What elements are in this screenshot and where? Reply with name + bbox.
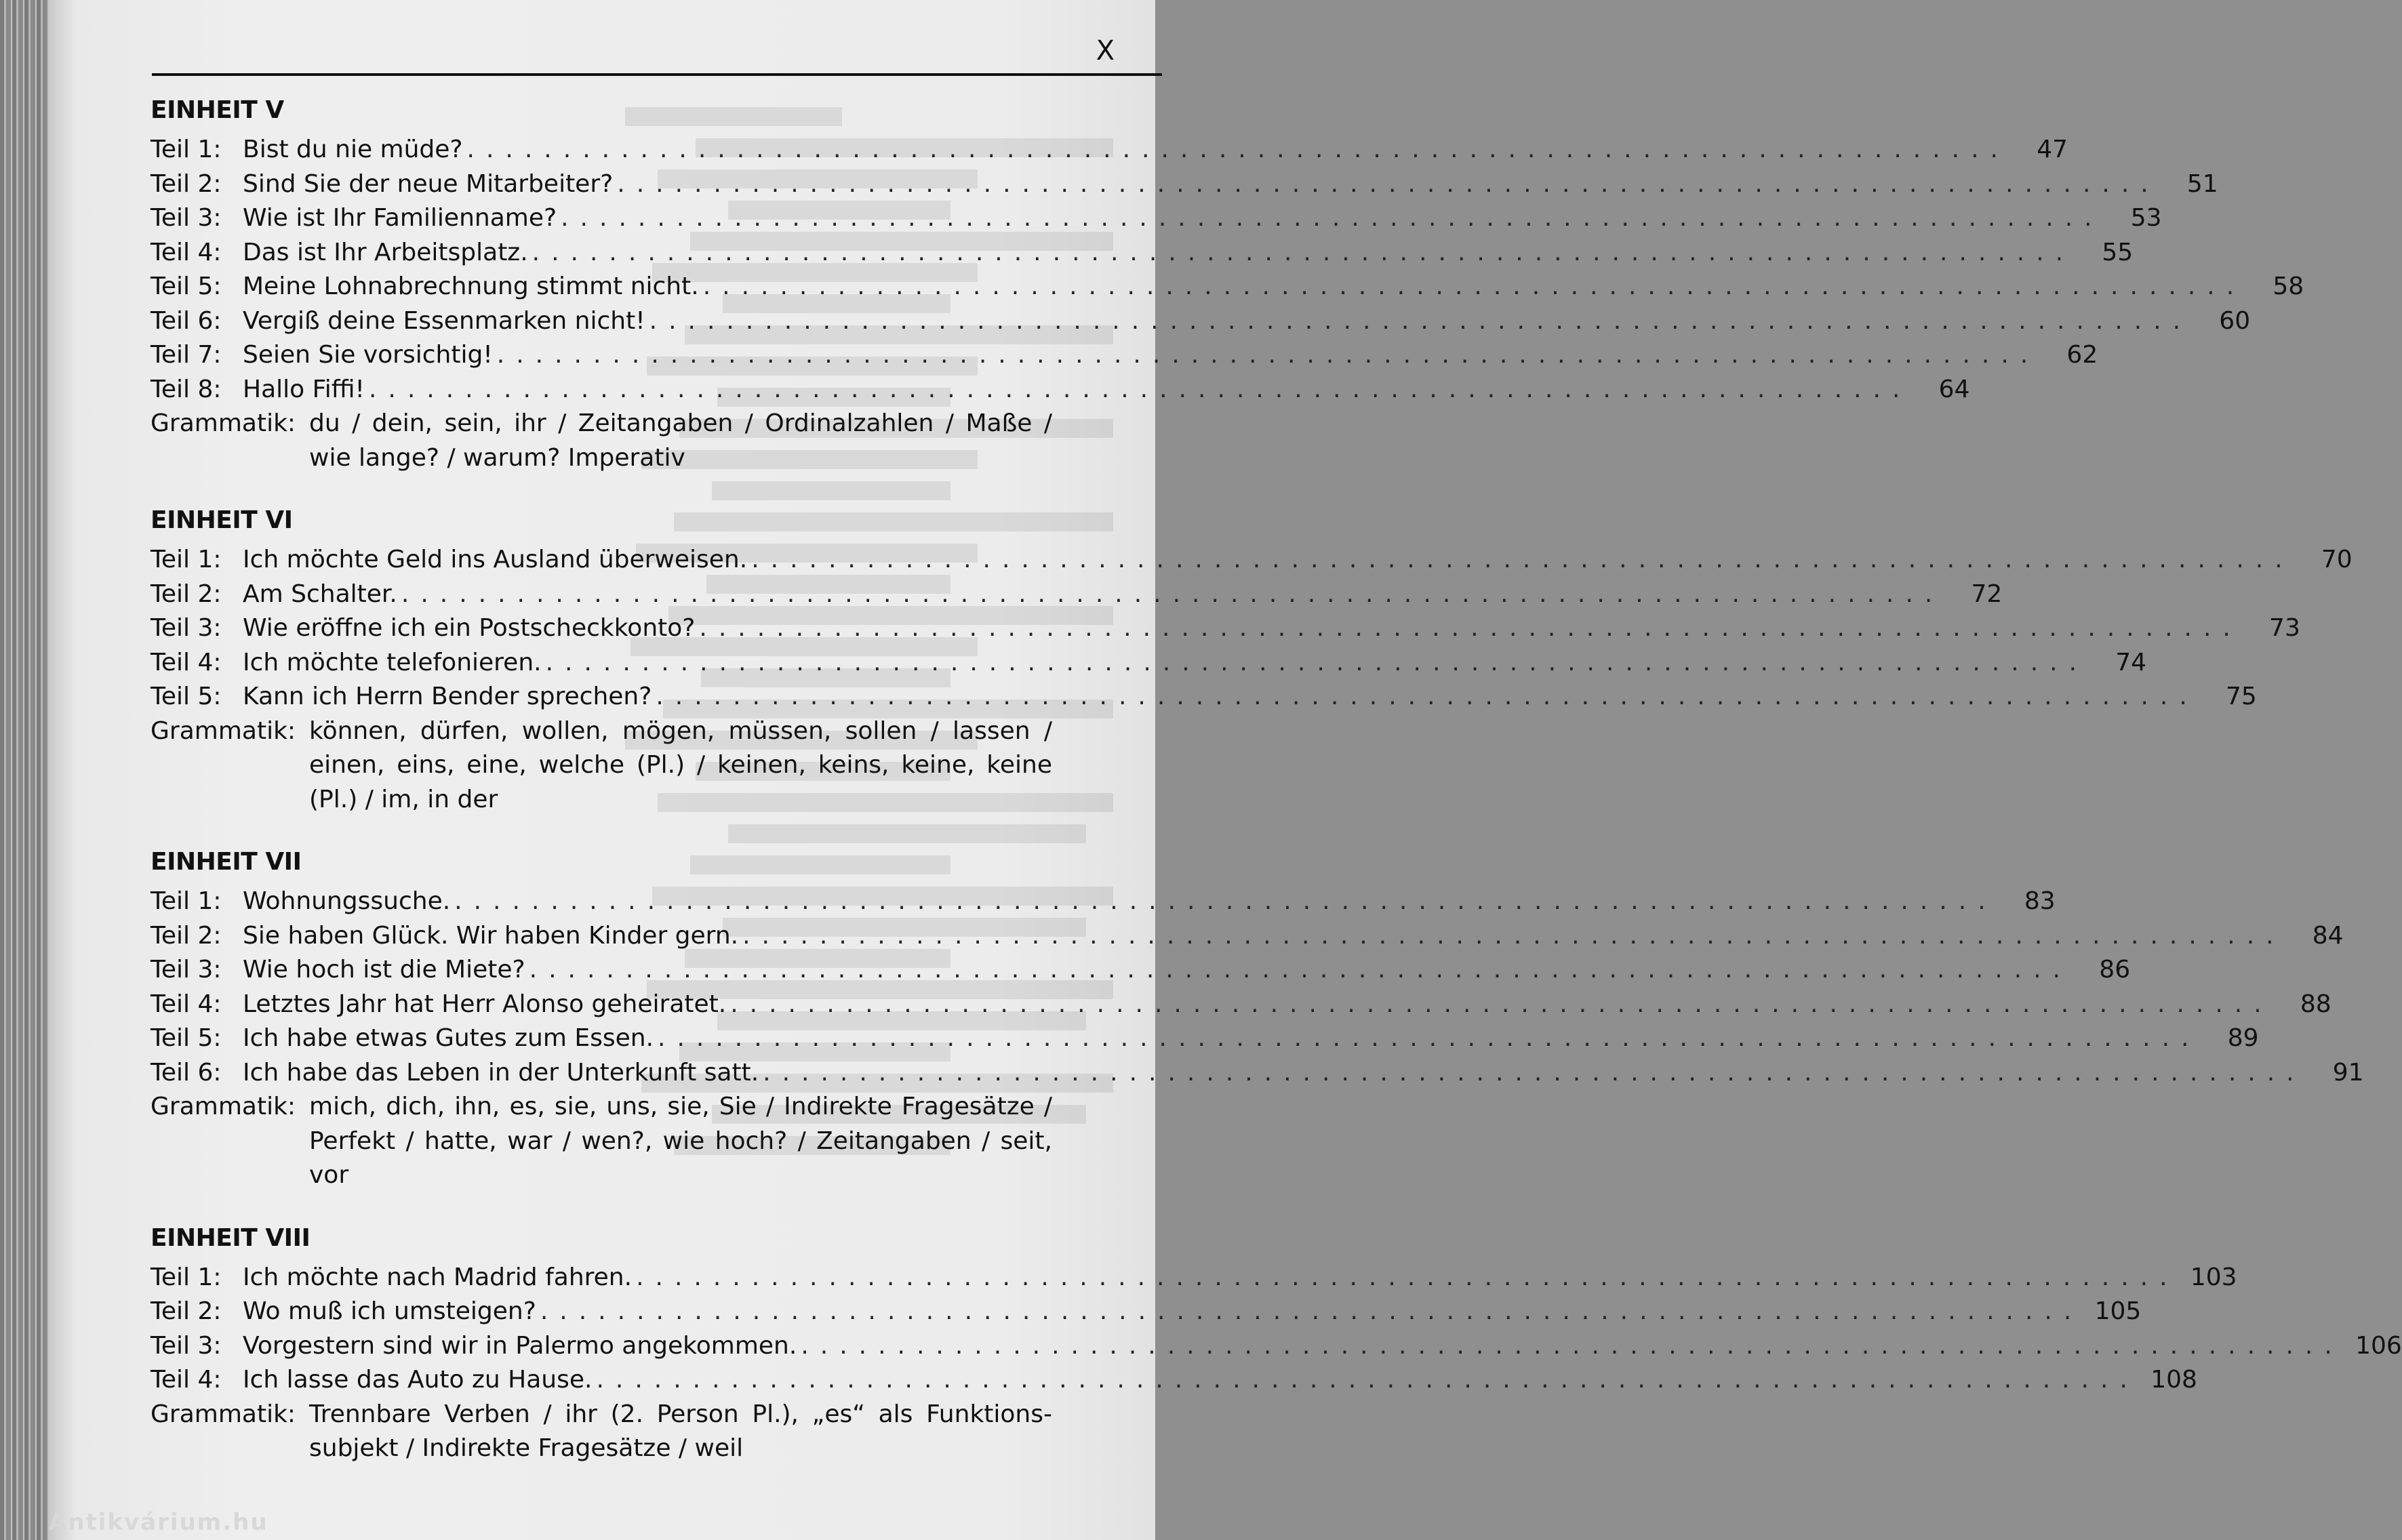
- toc-section: [151, 95, 2304, 475]
- page-ref: 70: [2321, 546, 2353, 573]
- teil-label: Teil 1:: [151, 136, 222, 163]
- grammar-label: Grammatik:: [151, 1400, 296, 1428]
- toc-section: [151, 1223, 2402, 1466]
- toc-entry: [151, 167, 2218, 202]
- dot-leader: ................................................................................: [496, 341, 2040, 369]
- dot-leader: ................................................................................: [658, 1024, 2201, 1052]
- entry-title: Ich möchte telefonieren.: [243, 648, 542, 676]
- toc-entry: [151, 338, 2098, 373]
- dot-leader: ................................................................................: [702, 272, 2246, 300]
- dot-leader: ................................................................................: [532, 238, 2075, 266]
- teil-label: Teil 1:: [151, 887, 222, 915]
- page-ref: 47: [2037, 136, 2068, 163]
- grammar-note: [151, 1398, 1120, 1466]
- teil-label: Teil 1:: [151, 546, 222, 573]
- page-ref: 75: [2226, 683, 2257, 710]
- page-ref: 64: [1938, 375, 1970, 403]
- toc-entry: [151, 1329, 2402, 1364]
- page-ref: 83: [2024, 887, 2056, 915]
- grammar-text: können, dürfen, wollen, mögen, müssen, sollen / lassen / einen, eins, eine, welche (Pl.) / keinen, keins, keine, keine (Pl.) / im, in der: [309, 716, 1052, 813]
- entry-title: Vergiß deine Essenmarken nicht!: [243, 306, 645, 335]
- grammar-label: Grammatik:: [151, 1093, 296, 1120]
- book-spine: [0, 0, 49, 1540]
- dot-leader: ................................................................................: [649, 306, 2193, 335]
- dot-leader: ................................................................................: [368, 375, 1912, 403]
- teil-label: Teil 1:: [151, 1263, 222, 1291]
- teil-label: Teil 3:: [151, 1331, 222, 1360]
- toc-entry: [151, 373, 1970, 407]
- unit-heading: EINHEIT VIII: [151, 1223, 311, 1252]
- dot-leader: ................................................................................: [751, 546, 2294, 573]
- toc-entry: [151, 680, 2257, 714]
- table-of-contents: [151, 95, 2402, 1496]
- page-ref: 74: [2115, 648, 2147, 676]
- page-number: X: [1096, 35, 1115, 66]
- entry-title: Ich habe das Leben in der Unterkunft satt.: [243, 1058, 759, 1087]
- page-ref: 88: [2300, 990, 2331, 1018]
- unit-heading: EINHEIT VII: [151, 848, 302, 876]
- teil-label: Teil 2:: [151, 169, 222, 198]
- toc-entry: [151, 1056, 2364, 1091]
- dot-leader: ................................................................................: [545, 648, 2089, 676]
- toc-entry: [151, 133, 2068, 167]
- dot-leader: ................................................................................: [730, 990, 2273, 1018]
- teil-label: Teil 4:: [151, 990, 222, 1018]
- teil-label: Teil 4:: [151, 648, 222, 676]
- dot-leader: ................................................................................: [656, 683, 2199, 710]
- teil-label: Teil 4:: [151, 238, 222, 266]
- entry-title: Wie hoch ist die Miete?: [243, 956, 525, 984]
- teil-label: Teil 6:: [151, 306, 222, 335]
- grammar-text: mich, dich, ihn, es, sie, uns, sie, Sie / Indirekte Fragesätze / Perfekt / hatte, war / wen?, wie hoch? / Zeitangaben / seit, vor: [309, 1093, 1052, 1189]
- teil-label: Teil 8:: [151, 375, 222, 403]
- dot-leader: ................................................................................: [636, 1263, 2179, 1291]
- teil-label: Teil 6:: [151, 1058, 222, 1087]
- dot-leader: ................................................................................: [742, 921, 2285, 950]
- toc-entry: [151, 646, 2147, 681]
- dot-leader: ................................................................................: [401, 580, 1944, 608]
- toc-entry: [151, 304, 2251, 339]
- grammar-label: Grammatik:: [151, 409, 296, 437]
- page-ref: 91: [2332, 1058, 2364, 1087]
- grammar-note: [151, 1090, 1120, 1193]
- entry-title: Sind Sie der neue Mitarbeiter?: [243, 169, 614, 198]
- entry-title: Ich lasse das Auto zu Hause.: [243, 1366, 593, 1394]
- teil-label: Teil 2:: [151, 1297, 222, 1325]
- entry-title: Seien Sie vorsichtig!: [243, 341, 493, 369]
- toc-entry: [151, 236, 2134, 270]
- teil-label: Teil 4:: [151, 1366, 222, 1394]
- entry-title: Hallo Fiffi!: [243, 375, 365, 403]
- grammar-note: [151, 714, 1120, 817]
- entry-title: Ich möchte nach Madrid fahren.: [243, 1263, 633, 1291]
- entry-title: Am Schalter.: [243, 580, 397, 608]
- grammar-label: Grammatik:: [151, 716, 296, 745]
- page-ref: 103: [2190, 1263, 2237, 1291]
- dot-leader: ................................................................................: [454, 887, 1997, 915]
- grammar-text: Trennbare Verben / ihr (2. Person Pl.), „es“ als Funktions-subjekt / Indirekte Fragesätze / weil: [309, 1400, 1052, 1462]
- grammar-text: du / dein, sein, ihr / Zeitangaben / Ordinalzahlen / Maße / wie lange? / warum? Imperativ: [309, 409, 1052, 472]
- dot-leader: ................................................................................: [617, 169, 2160, 198]
- toc-entry: [151, 919, 2344, 954]
- entry-title: Sie haben Glück. Wir haben Kinder gern.: [243, 921, 739, 950]
- toc-entry: [151, 1295, 2142, 1329]
- toc-entry: [151, 953, 2131, 988]
- toc-entry: [151, 201, 2162, 236]
- page-ref: 58: [2273, 272, 2304, 300]
- page-ref: 60: [2219, 306, 2251, 335]
- entry-title: Ich möchte Geld ins Ausland überweisen.: [243, 546, 748, 573]
- page-ref: 51: [2186, 169, 2218, 198]
- teil-label: Teil 3:: [151, 204, 222, 232]
- toc-entry: [151, 1021, 2259, 1056]
- dot-leader: ................................................................................: [763, 1058, 2306, 1087]
- grammar-note: [151, 407, 1120, 475]
- entry-title: Bist du nie müde?: [243, 136, 463, 163]
- toc-section: [151, 505, 2353, 817]
- entry-title: Letztes Jahr hat Herr Alonso geheiratet.: [243, 990, 727, 1018]
- toc-entry: [151, 270, 2304, 304]
- entry-title: Wie ist Ihr Familienname?: [243, 204, 557, 232]
- dot-leader: ................................................................................: [699, 614, 2242, 642]
- unit-heading: EINHEIT VI: [151, 506, 293, 534]
- teil-label: Teil 5:: [151, 272, 222, 300]
- page-ref: 105: [2094, 1297, 2142, 1325]
- teil-label: Teil 5:: [151, 1024, 222, 1052]
- book-page: [49, 0, 2402, 1540]
- page-ref: 108: [2150, 1366, 2197, 1394]
- unit-heading: EINHEIT V: [151, 96, 284, 124]
- dot-leader: ................................................................................: [801, 1331, 2344, 1360]
- dot-leader: ................................................................................: [561, 204, 2104, 232]
- teil-label: Teil 5:: [151, 683, 222, 710]
- page-ref: 86: [2099, 956, 2131, 984]
- page-ref: 106: [2355, 1331, 2402, 1360]
- teil-label: Teil 7:: [151, 341, 222, 369]
- dot-leader: ................................................................................: [466, 136, 2009, 163]
- entry-title: Wie eröffne ich ein Postscheckkonto?: [243, 614, 696, 642]
- toc-entry: [151, 1363, 2197, 1398]
- page-ref: 89: [2227, 1024, 2259, 1052]
- entry-title: Kann ich Herrn Bender sprechen?: [243, 683, 652, 710]
- entry-title: Wo muß ich umsteigen?: [243, 1297, 536, 1325]
- toc-entry: [151, 885, 2056, 919]
- dot-leader: ................................................................................: [596, 1366, 2139, 1394]
- toc-entry: [151, 1261, 2237, 1295]
- watermark: Antikvárium.hu: [49, 1509, 268, 1536]
- toc-entry: [151, 611, 2300, 646]
- entry-title: Ich habe etwas Gutes zum Essen.: [243, 1024, 654, 1052]
- page-ref: 72: [1971, 580, 2003, 608]
- entry-title: Das ist Ihr Arbeitsplatz.: [243, 238, 528, 266]
- entry-title: Vorgestern sind wir in Palermo angekommen.: [243, 1331, 797, 1360]
- teil-label: Teil 2:: [151, 580, 222, 608]
- page-ref: 84: [2312, 921, 2344, 950]
- toc-entry: [151, 578, 2003, 612]
- teil-label: Teil 3:: [151, 614, 222, 642]
- toc-entry: [151, 543, 2353, 578]
- entry-title: Meine Lohnabrechnung stimmt nicht.: [243, 272, 699, 300]
- toc-entry: [151, 988, 2331, 1022]
- teil-label: Teil 2:: [151, 921, 222, 950]
- dot-leader: ................................................................................: [529, 956, 2073, 984]
- entry-title: Wohnungssuche.: [243, 887, 451, 915]
- page-ref: 55: [2102, 238, 2134, 266]
- teil-label: Teil 3:: [151, 956, 222, 984]
- dot-leader: ................................................................................: [540, 1297, 2083, 1325]
- toc-section: [151, 847, 2364, 1193]
- header-rule: [152, 73, 1162, 76]
- page-ref: 62: [2066, 341, 2098, 369]
- page-ref: 73: [2269, 614, 2300, 642]
- page-ref: 53: [2130, 204, 2162, 232]
